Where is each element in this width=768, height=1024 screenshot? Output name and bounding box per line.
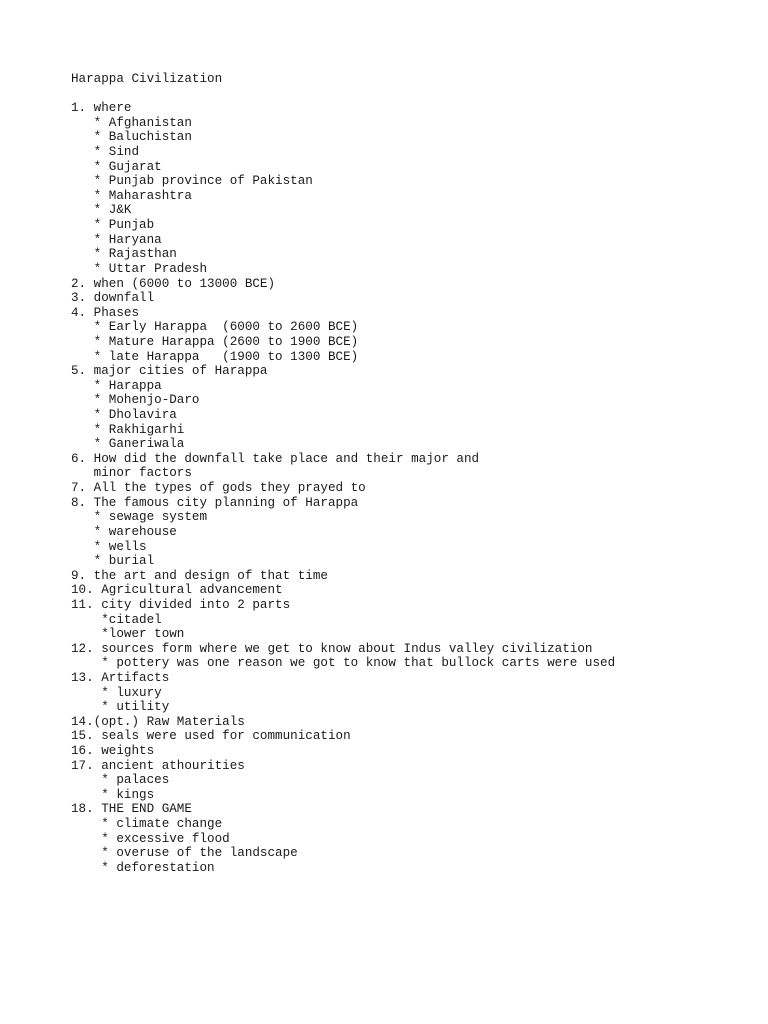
sub-list-item: * Punjab	[71, 218, 155, 233]
sub-list-item: * Harappa	[71, 378, 162, 393]
list-item-continuation: minor factors	[71, 466, 192, 481]
sub-list-item: * Mohenjo-Daro	[71, 393, 200, 408]
sub-list-item: * burial	[71, 554, 155, 569]
sub-list-item: * Baluchistan	[71, 130, 192, 145]
sub-list-item: * Sind	[71, 145, 140, 160]
sub-list-item: *lower town	[71, 627, 185, 642]
list-item: 4. Phases	[71, 305, 140, 320]
sub-list-item: * Uttar Pradesh	[71, 261, 208, 276]
sub-list-item: * Afghanistan	[71, 115, 192, 130]
list-item: 7. All the types of gods they prayed to	[71, 481, 366, 496]
sub-list-item: * pottery was one reason we got to know that bullock carts were used	[71, 656, 616, 671]
sub-list-item: * Gujarat	[71, 159, 162, 174]
list-item: 12. sources form where we get to know about Indus valley civilization	[71, 641, 593, 656]
sub-list-item: * kings	[71, 787, 155, 802]
sub-list-item: * Early Harappa (6000 to 2600 BCE)	[71, 320, 359, 335]
list-item: 3. downfall	[71, 291, 155, 306]
list-item: 9. the art and design of that time	[71, 568, 328, 583]
sub-list-item: * climate change	[71, 817, 223, 832]
list-item: 14.(opt.) Raw Materials	[71, 714, 245, 729]
sub-list-item: * luxury	[71, 685, 162, 700]
list-item: 5. major cities of Harappa	[71, 364, 268, 379]
sub-list-item: * utility	[71, 700, 170, 715]
sub-list-item: * Dholavira	[71, 408, 177, 423]
list-item: 13. Artifacts	[71, 670, 170, 685]
list-item: 17. ancient athourities	[71, 758, 245, 773]
document-title: Harappa Civilization	[71, 72, 223, 86]
list-item: 16. weights	[71, 744, 155, 759]
list-item: 2. when (6000 to 13000 BCE)	[71, 276, 276, 291]
sub-list-item: * Rakhigarhi	[71, 422, 185, 437]
sub-list-item: * J&K	[71, 203, 132, 218]
sub-list-item: * wells	[71, 539, 147, 554]
sub-list-item: * warehouse	[71, 524, 177, 539]
sub-list-item: * Ganeriwala	[71, 437, 185, 452]
sub-list-item: * Punjab province of Pakistan	[71, 174, 313, 189]
list-item: 8. The famous city planning of Harappa	[71, 495, 359, 510]
sub-list-item: * overuse of the landscape	[71, 846, 298, 861]
sub-list-item: * excessive flood	[71, 831, 230, 846]
sub-list-item: * deforestation	[71, 860, 215, 875]
sub-list-item: * Maharashtra	[71, 188, 192, 203]
list-item: 10. Agricultural advancement	[71, 583, 283, 598]
blank-line	[71, 87, 615, 102]
list-item: 15. seals were used for communication	[71, 729, 351, 744]
document-text	[71, 72, 615, 876]
sub-list-item: * Rajasthan	[71, 247, 177, 262]
sub-list-item: * Mature Harappa (2600 to 1900 BCE)	[71, 334, 359, 349]
sub-list-item: * sewage system	[71, 510, 208, 525]
list-item: 6. How did the downfall take place and their major and	[71, 451, 480, 466]
list-item: 11. city divided into 2 parts	[71, 597, 291, 612]
sub-list-item: * palaces	[71, 773, 170, 788]
list-item: 1. where	[71, 101, 132, 116]
sub-list-item: * Haryana	[71, 232, 162, 247]
list-item: 18. THE END GAME	[71, 802, 192, 817]
sub-list-item: * late Harappa (1900 to 1300 BCE)	[71, 349, 359, 364]
sub-list-item: *citadel	[71, 612, 162, 627]
